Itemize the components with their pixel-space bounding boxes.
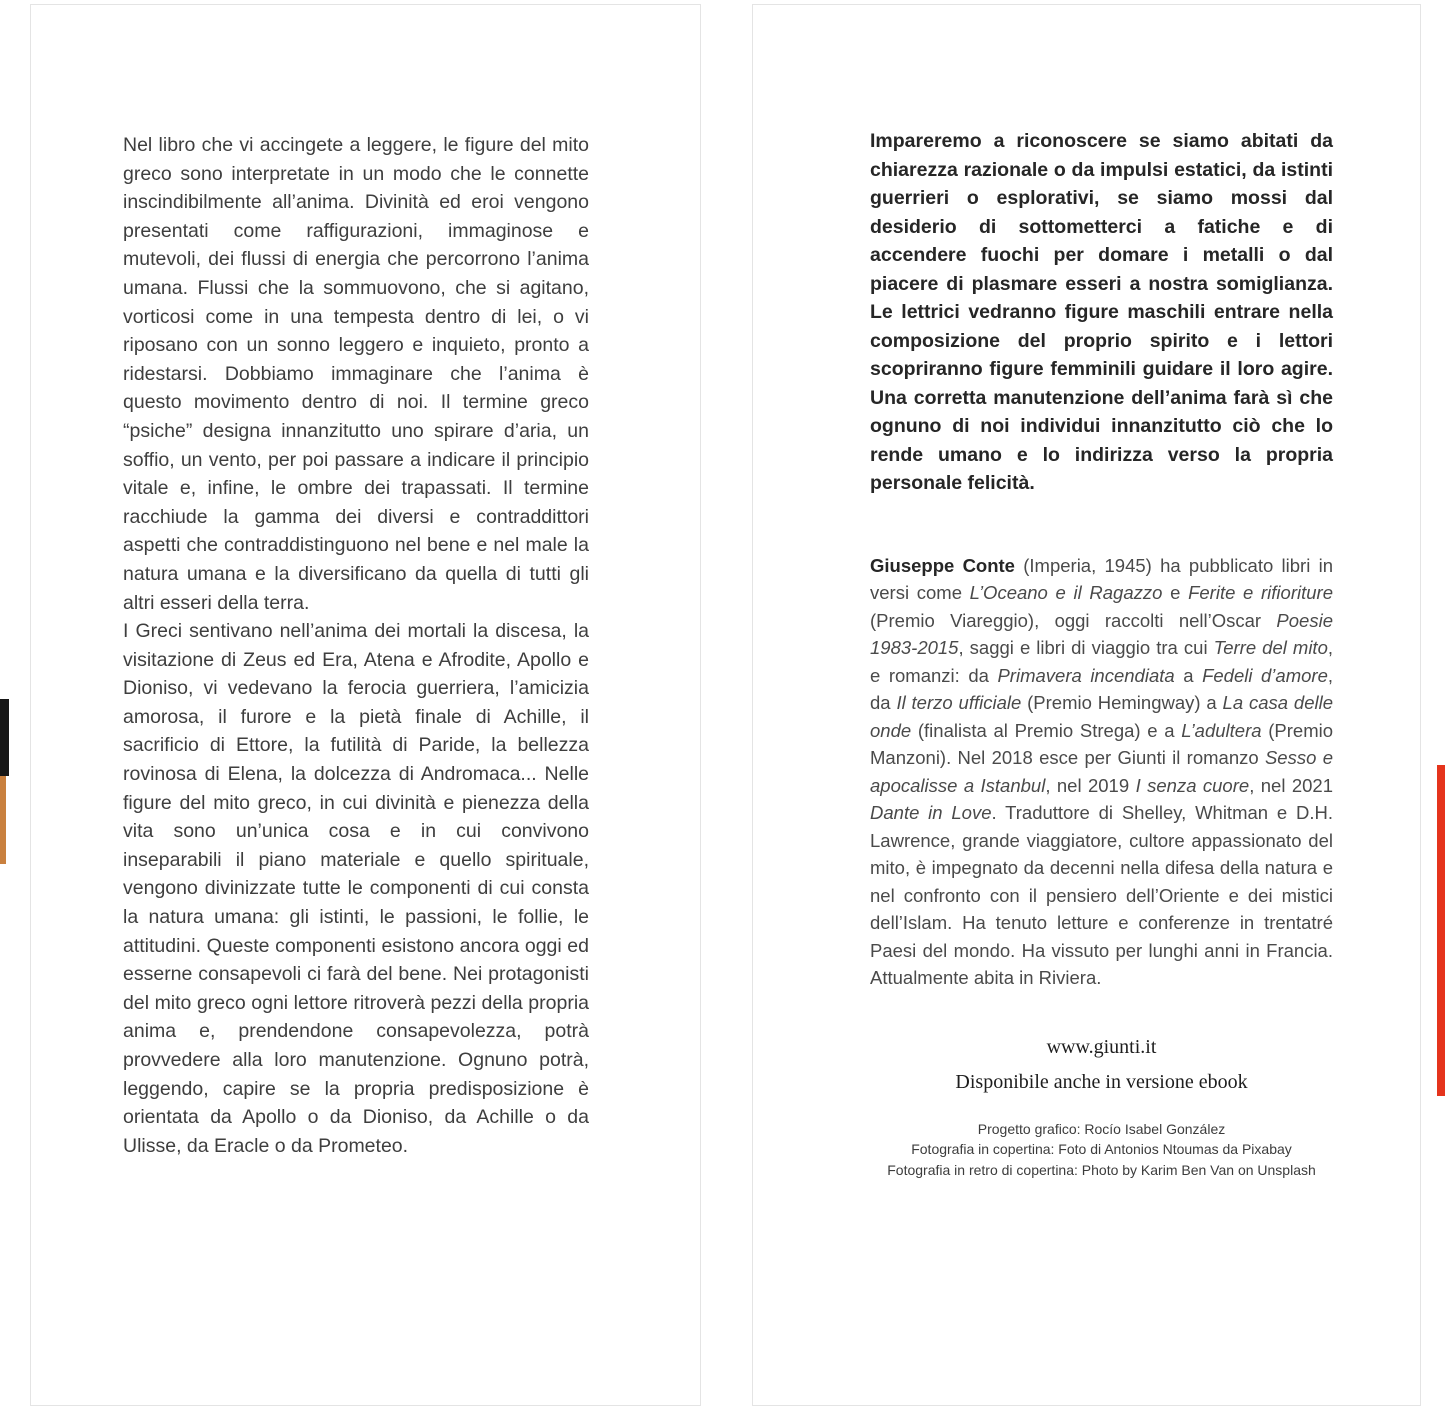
publisher-website-text: www.giunti.it [1046, 1035, 1157, 1058]
flap-paragraph-1: Nel libro che vi accingete a leggere, le figure del mito greco sono interpretate in un modo che le connette inscindibilmente all’anima. Divinità ed eroi vengono presentati come raffigurazioni, immaginose e mutevoli, dei flussi di energia che percorrono l’anima umana. Flussi che la sommuovono, che si agitano, vorticosi come in una tempesta dentro di lei, o vi riposano con un sonno leggero e inquieto, pronto a ridestarsi. Dobbiamo immaginare che l’anima è questo movimento dentro di noi. Il termine greco “psiche” designa innanzitutto uno spirare d’aria, un soffio, un vento, per poi passare a indicare il principio vitale e, infine, le ombre dei trapassati. Il termine racchiude la gamma dei diversi e contraddittori aspetti che contraddistinguono nel bene e nel male la natura umana e la diversificano da quella di tutti gli altri esseri della terra. [123, 134, 589, 614]
right-flap-text-block [870, 127, 1333, 1180]
left-flap-text-block [123, 131, 589, 1160]
credit-line-back-photo: Fotografia in retro di copertina: Photo by Karim Ben Van on Unsplash [887, 1161, 1316, 1178]
left-edge-orange-strip [0, 776, 6, 864]
right-edge-red-strip [1437, 765, 1445, 1096]
author-bio-paragraph: Giuseppe Conte (Imperia, 1945) ha pubblicato libri in versi come L’Oceano e il Ragazzo e Ferite e rifioriture (Premio Viareggio), oggi raccolti nell’Oscar Poesie 1983-2015, saggi e libri di viaggio tra cui Terre del mito, e romanzi: da Primavera incendiata a Fedeli d’amore, da Il terzo ufficiale (Premio Hemingway) a La casa delle onde (finalista al Premio Strega) e a L’adultera (Premio Manzoni). Nel 2018 esce per Giunti il romanzo Sesso e apocalisse a Istanbul, nel 2019 I senza cuore, nel 2021 Dante in Love. Traduttore di Shelley, Whitman e D.H. Lawrence, grande viaggiatore, cultore appassionato del mito, è impegnato da decenni nella difesa della natura e nel confronto con il pensiero dell’Oriente e dei mistici dell’Islam. Ha tenuto letture e conferenze in trentatré Paesi del mondo. Ha vissuto per lunghi anni in Francia. Attualmente abita in Riviera. [870, 554, 1334, 988]
credit-line-cover-photo: Fotografia in copertina: Foto di Antonios Ntoumas da Pixabay [911, 1141, 1292, 1157]
ebook-availability-note: Disponibile anche in versione ebook [955, 1070, 1248, 1093]
back-blurb-paragraph: Impareremo a riconoscere se siamo abitati da chiarezza razionale o da impulsi estatici, da istinti guerrieri o esplorativi, se siamo mossi dal desiderio di sottometterci a fatiche e di accendere fuochi per domare i metalli o dal piacere di plasmare esseri a nostra somiglianza. Le lettrici vedranno figure maschili entrare nella composizione del proprio spirito e i lettori scopriranno figure femminili guidare il loro agire. Una corretta manutenzione dell’anima farà sì che ognuno di noi individui innanzitutto ciò che lo rende umano e lo indirizza verso la propria personale felicità. [870, 130, 1333, 494]
colophon-credits [870, 1119, 1333, 1181]
left-edge-black-strip [0, 699, 9, 776]
credit-line-design: Progetto grafico: Rocío Isabel González [977, 1120, 1226, 1137]
flap-paragraph-2: I Greci sentivano nell’anima dei mortali la discesa, la visitazione di Zeus ed Era, Atena e Afrodite, Apollo e Dioniso, vi vedevano la ferocia guerriera, l’amicizia amorosa, il furore e la pietà finale di Achille, il sacrificio di Ettore, la futilità di Paride, la bellezza rovinosa di Elena, la dolcezza di Andromaca... Nelle figure del mito greco, in cui divinità e pienezza della vita sono un’unica cosa e in cui convivono inseparabili il piano materiale e quello spirituale, vengono divinizzate tutte le componenti di cui consta la natura umana: gli istinti, le passioni, le follie, le attitudini. Queste componenti esistono ancora oggi ed esserne consapevoli ci farà del bene. Nei protagonisti del mito greco ogni lettore ritroverà pezzi della propria anima e, prendendone consapevolezza, potrà provvedere alla loro manutenzione. Ognuno potrà, leggendo, capire se la propria predisposizione è orientata da Apollo o da Dioniso, da Achille o da Ulisse, da Eracle o da Prometeo. [123, 620, 589, 1157]
right-flap-page [752, 4, 1421, 1406]
left-flap-page [30, 4, 701, 1406]
